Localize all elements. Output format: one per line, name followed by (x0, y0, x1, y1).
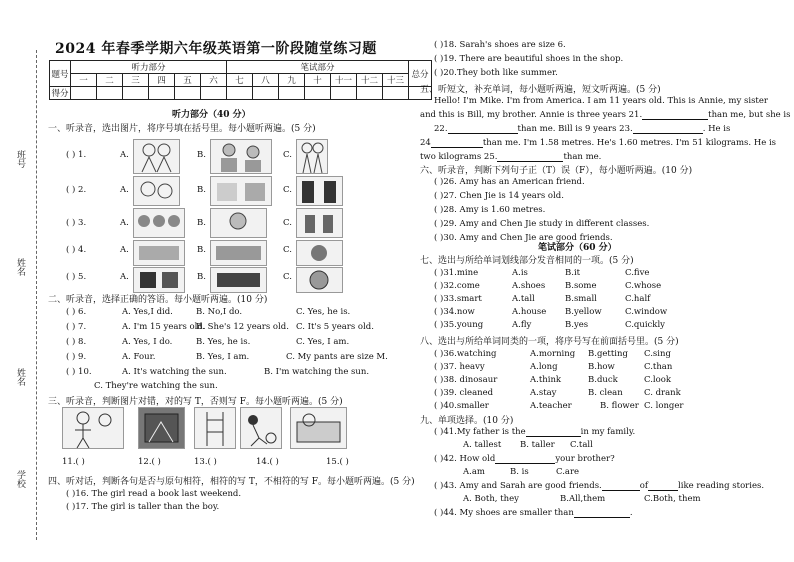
q42-text-2: your brother? (555, 454, 615, 464)
score-col: 十三 (383, 74, 409, 87)
q32-b: B.some (565, 281, 597, 291)
section-5-title: 五、听短文，补充单词，每小题听两遍，短文听两遍。(5 分) (420, 85, 661, 95)
score-cell[interactable] (279, 87, 305, 100)
q42-b: B. is (510, 467, 529, 477)
q17: ( )17. The girl is taller than the boy. (66, 502, 220, 512)
q33-num: ( )33.smart (434, 294, 482, 304)
q8-a: A. Yes, I do. (122, 337, 173, 347)
binding-line (36, 50, 37, 540)
q20: ( )20.They both like summer. (434, 68, 558, 78)
q43-text: ( )43. Amy and Sarah are good friends. (434, 481, 602, 491)
score-col: 九 (279, 74, 305, 87)
q30: ( )30. Amy and Chen Jie are good friends. (434, 233, 613, 243)
q10-c: C. They're watching the sun. (94, 381, 218, 391)
q41-text: ( )41.My father is the (434, 427, 526, 437)
opt-c: C. (283, 218, 292, 228)
q28: ( )28. Amy is 1.60 metres. (434, 205, 546, 215)
q40-c: C. longer (644, 401, 684, 411)
q7-num: ( ) 7. (66, 322, 87, 332)
q41-b: B. taller (520, 440, 555, 450)
q35-c: C.quickly (625, 320, 665, 330)
passage-line-2 (420, 110, 790, 120)
q40-num: ( )40.smaller (434, 401, 489, 411)
score-row-label: 得分 (50, 87, 71, 100)
q36-c: C.sing (644, 349, 671, 359)
opt-a: A. (120, 245, 129, 255)
q35-num: ( )35.young (434, 320, 484, 330)
picture-15 (290, 407, 347, 449)
q42-blank[interactable] (495, 454, 555, 464)
score-col: 八 (253, 74, 279, 87)
q37-c: C.than (644, 362, 673, 372)
q41-text-2: in my family. (580, 427, 636, 437)
q11-blank[interactable]: 11.( ) (62, 457, 85, 467)
picture-11 (62, 407, 124, 449)
picture-3b (210, 208, 267, 238)
q32-c: C.whose (625, 281, 662, 291)
passage-line-3 (434, 124, 730, 134)
section-9-title: 九、单项选择。(10 分) (420, 416, 514, 426)
q38-b: B.duck (588, 375, 618, 385)
q33-c: C.half (625, 294, 651, 304)
q43-b: B.All,them (560, 494, 606, 504)
q16: ( )16. The girl read a book last weekend. (66, 489, 242, 499)
picture-12 (138, 407, 185, 449)
side-label-name-2: 姓名 (15, 368, 25, 386)
opt-b: B. (197, 218, 206, 228)
picture-2a (133, 176, 180, 206)
q33-a: A.tall (512, 294, 535, 304)
opt-b: B. (197, 245, 206, 255)
q43-c: C.Both, them (644, 494, 701, 504)
q43-blank-1[interactable] (602, 481, 640, 491)
q38-c: C.look (644, 375, 672, 385)
score-cell[interactable] (71, 87, 97, 100)
score-cell[interactable] (123, 87, 149, 100)
q44-text-2: . (629, 508, 633, 518)
q2-label: ( ) 2. (66, 185, 87, 195)
passage-line-5 (420, 152, 601, 162)
q1-label: ( ) 1. (66, 150, 87, 160)
q37-a: A.long (530, 362, 558, 372)
q10-num: ( ) 10. (66, 367, 92, 377)
q43-text-3: like reading stories. (678, 481, 765, 491)
q36-a: A.morning (530, 349, 576, 359)
score-table (49, 60, 432, 100)
section-6-title: 六、听录音，判断下列句子正（T）误（F），每小题听两遍。(10 分) (420, 166, 693, 176)
q35-b: B.yes (565, 320, 589, 330)
opt-c: C. (283, 245, 292, 255)
picture-13 (194, 407, 236, 449)
score-cell[interactable] (227, 87, 253, 100)
q31-num: ( )31.mine (434, 268, 479, 278)
blank-22[interactable] (448, 124, 518, 134)
q43-text-2: of (639, 481, 649, 491)
picture-3c (296, 208, 343, 238)
q34-c: C.window (625, 307, 668, 317)
score-col: 七 (227, 74, 253, 87)
opt-a: A. (120, 150, 129, 160)
opt-a: A. (120, 185, 129, 195)
q41-a: A. tallest (463, 440, 502, 450)
picture-4c (296, 240, 343, 266)
q7-b: B. She's 12 years old. (196, 322, 289, 332)
q9-a: A. Four. (122, 352, 156, 362)
opt-a: A. (120, 218, 129, 228)
q33-b: B.small (565, 294, 597, 304)
side-label-school: 学校 (15, 470, 25, 488)
score-cell[interactable] (331, 87, 357, 100)
score-header-listening: 听力部分 (71, 61, 227, 74)
q36-num: ( )36.watching (434, 349, 497, 359)
q9-num: ( ) 9. (66, 352, 87, 362)
q39-b: B. clean (588, 388, 623, 398)
blank-25[interactable] (497, 152, 563, 162)
q27: ( )27. Chen Jie is 14 years old. (434, 191, 564, 201)
opt-b: B. (197, 272, 206, 282)
score-cell[interactable] (201, 87, 227, 100)
score-col: 十二 (357, 74, 383, 87)
passage-text: 24 (420, 138, 431, 148)
section-3-title: 三、听录音，判断图片对错，对的写 T，否则写 F。每小题听两遍。(5 分) (48, 397, 343, 407)
picture-2b (210, 176, 272, 206)
q6-a: A. Yes,I did. (122, 307, 173, 317)
q7-c: C. It's 5 years old. (296, 322, 374, 332)
q10-a: A. It's watching the sun. (122, 367, 227, 377)
picture-1c (296, 139, 328, 174)
section-2-title: 二、听录音，选择正确的答语。每小题听两遍。(10 分) (48, 295, 268, 305)
q40-b: B. flower (600, 401, 639, 411)
listening-header: 听力部分（40 分） (172, 110, 251, 120)
page-title: 2024 年春季学期六年级英语第一阶段随堂练习题 (55, 41, 377, 57)
passage-text: . He is (702, 124, 731, 134)
q26: ( )26. Amy has an American friend. (434, 177, 585, 187)
q44-text: ( )44. My shoes are smaller than (434, 508, 574, 518)
picture-4b (210, 240, 267, 266)
q43-stem (434, 481, 764, 491)
q37-b: B.how (588, 362, 615, 372)
q3-label: ( ) 3. (66, 218, 87, 228)
passage-text: than me, but she is (708, 110, 791, 120)
q31-c: C.five (625, 268, 650, 278)
q6-num: ( ) 6. (66, 307, 87, 317)
q42-stem (434, 454, 615, 464)
q32-a: A.shoes (512, 281, 546, 291)
passage-text: and this is Bill, my brother. Annie is three years 21. (420, 110, 643, 120)
opt-b: B. (197, 150, 206, 160)
score-header-total: 总分 (409, 61, 432, 87)
passage-text: than me. I'm 1.58 metres. He's 1.60 metres. I'm 51 kilograms. He is (482, 138, 777, 148)
q8-num: ( ) 8. (66, 337, 87, 347)
side-label-class: 班号 (15, 150, 25, 168)
picture-4a (133, 240, 185, 266)
picture-5c (296, 267, 343, 293)
picture-5b (210, 267, 267, 293)
q7-a: A. I'm 15 years old. (122, 322, 206, 332)
section-7-title: 七、选出与所给单词划线部分发音相同的一项。(5 分) (420, 256, 634, 266)
score-col: 六 (201, 74, 227, 87)
writing-header: 笔试部分（60 分） (538, 243, 617, 253)
score-col: 五 (175, 74, 201, 87)
opt-a: A. (120, 272, 129, 282)
q40-a: A.teacher (530, 401, 572, 411)
picture-3a (133, 208, 185, 238)
q42-a: A.am (463, 467, 485, 477)
q9-c: C. My pants are size M. (286, 352, 388, 362)
q39-a: A.stay (530, 388, 557, 398)
score-cell[interactable] (175, 87, 201, 100)
q34-num: ( )34.now (434, 307, 475, 317)
section-4-title: 四、听对话，判断各句是否与原句相符，相符的写 T，不相符的写 F。每小题听两遍。(5 分) (48, 477, 415, 487)
opt-c: C. (283, 272, 292, 282)
q6-b: B. No,I do. (196, 307, 243, 317)
section-8-title: 八、选出与所给单词同类的一项，将序号写在前面括号里。(5 分) (420, 337, 679, 347)
q4-label: ( ) 4. (66, 245, 87, 255)
passage-text: than me. Bill is 9 years 23. (517, 124, 633, 134)
q12-blank[interactable]: 12.( ) (138, 457, 161, 467)
q38-num: ( )38. dinosaur (434, 375, 498, 385)
q8-b: B. Yes, he is. (196, 337, 251, 347)
opt-b: B. (197, 185, 206, 195)
q14-blank[interactable]: 14.( ) (256, 457, 279, 467)
blank-23[interactable] (633, 124, 703, 134)
side-label-name: 姓名 (15, 258, 25, 276)
picture-14 (240, 407, 282, 449)
q44-blank[interactable] (574, 508, 630, 518)
q37-num: ( )37. heavy (434, 362, 485, 372)
q32-num: ( )32.come (434, 281, 480, 291)
score-col: 一 (71, 74, 97, 87)
score-header-number: 题号 (50, 61, 71, 87)
q44-stem (434, 508, 633, 518)
opt-c: C. (283, 150, 292, 160)
q5-label: ( ) 5. (66, 272, 87, 282)
picture-5a (133, 267, 185, 293)
q39-num: ( )39. cleaned (434, 388, 494, 398)
q39-c: C. drank (644, 388, 681, 398)
q41-stem (434, 427, 635, 437)
q31-a: A.is (512, 268, 528, 278)
opt-c: C. (283, 185, 292, 195)
q31-b: B.it (565, 268, 581, 278)
q43-a: A. Both, they (463, 494, 519, 504)
passage-line-1: Hello! I'm Mike. I'm from America. I am 11 years old. This is Annie, my sister (434, 96, 768, 106)
picture-2c (296, 176, 343, 206)
blank-21[interactable] (642, 110, 708, 120)
score-col: 十一 (331, 74, 357, 87)
q10-b: B. I'm watching the sun. (264, 367, 370, 377)
passage-text: 22. (434, 124, 448, 134)
q18: ( )18. Sarah's shoes are size 6. (434, 40, 566, 50)
q35-a: A.fly (512, 320, 532, 330)
q41-c: C.tall (570, 440, 593, 450)
score-cell[interactable] (149, 87, 175, 100)
q36-b: B.getting (588, 349, 628, 359)
passage-text: than me. (563, 152, 602, 162)
score-col: 三 (123, 74, 149, 87)
q34-a: A.house (512, 307, 547, 317)
q42-c: C.are (556, 467, 580, 477)
q34-b: B.yellow (565, 307, 602, 317)
score-cell[interactable] (357, 87, 383, 100)
q29: ( )29. Amy and Chen Jie study in different classes. (434, 219, 650, 229)
q9-b: B. Yes, I am. (196, 352, 250, 362)
score-cell[interactable] (253, 87, 279, 100)
passage-line-4 (420, 138, 776, 148)
q41-blank[interactable] (526, 427, 581, 437)
q8-c: C. Yes, I am. (296, 337, 350, 347)
picture-1a (133, 139, 180, 174)
q13-blank[interactable]: 13.( ) (194, 457, 217, 467)
section-1-title: 一、听录音，选出图片，将序号填在括号里。每小题听两遍。(5 分) (48, 124, 316, 134)
score-header-writing: 笔试部分 (227, 61, 409, 74)
score-cell[interactable] (305, 87, 331, 100)
score-col: 四 (149, 74, 175, 87)
q43-blank-2[interactable] (648, 481, 678, 491)
score-col: 十 (305, 74, 331, 87)
q42-text: ( )42. How old (434, 454, 496, 464)
blank-24[interactable] (431, 138, 483, 148)
q19: ( )19. There are beautiful shoes in the shop. (434, 54, 624, 64)
score-cell[interactable] (97, 87, 123, 100)
q38-a: A.think (530, 375, 562, 385)
q15-blank[interactable]: 15.( ) (326, 457, 349, 467)
passage-text: two kilograms 25. (420, 152, 498, 162)
picture-1b (210, 139, 272, 174)
score-cell[interactable] (383, 87, 409, 100)
score-col: 二 (97, 74, 123, 87)
q6-c: C. Yes, he is. (296, 307, 351, 317)
